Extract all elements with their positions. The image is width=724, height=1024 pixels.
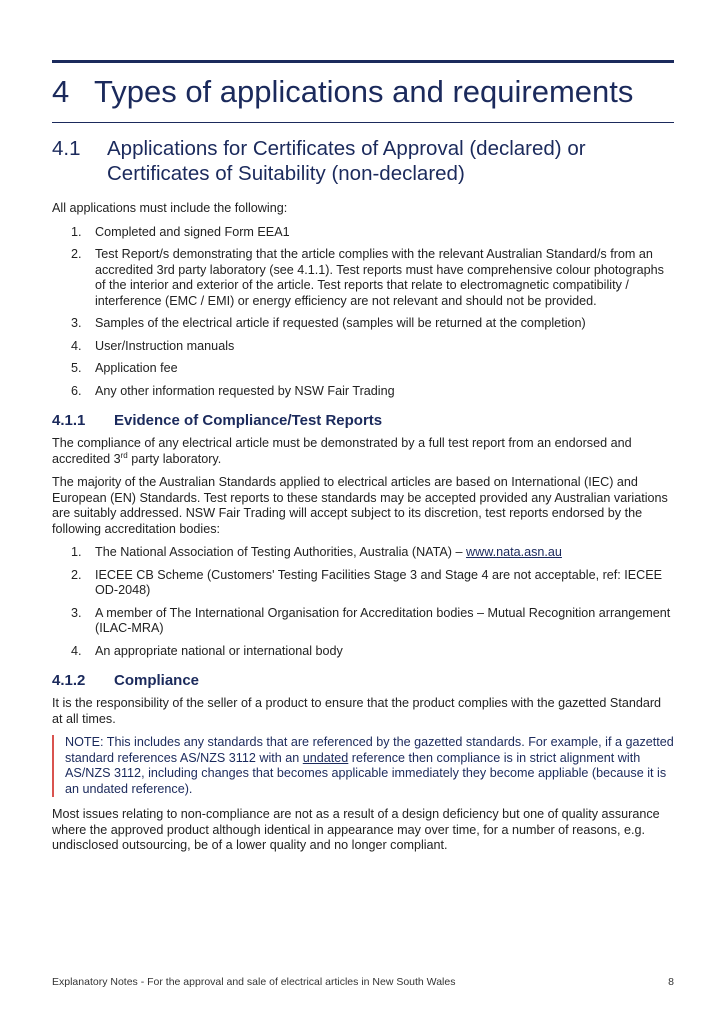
standards-text: The majority of the Australian Standards applied to electrical articles are based on International (IEC) and European (EN) Standards. Test reports to these standards may be accepted provided any Australian variations are suitably addressed. NSW Fair Trading will accept subject to its discretion, test reports endorsed by the following accreditation bodies: bbox=[52, 475, 668, 536]
list-item: 2. IECEE CB Scheme (Customers' Testing Facilities Stage 3 and Stage 4 are not acceptable, ref: IECEE OD-2048) bbox=[71, 567, 663, 597]
list-item: 1. The National Association of Testing Authorities, Australia (NATA) – www.nata.asn.au bbox=[71, 545, 562, 559]
page-number: 8 bbox=[668, 976, 674, 988]
section-heading-4-1-2 bbox=[52, 671, 674, 690]
list-item: 5. Application fee bbox=[71, 361, 178, 375]
heading-number: 4.1.1 bbox=[52, 412, 86, 429]
section-heading-4-1-1 bbox=[52, 411, 674, 430]
heading-number: 4.1.2 bbox=[52, 672, 86, 689]
main-content bbox=[52, 201, 674, 862]
nata-link[interactable]: www.nata.asn.au bbox=[466, 545, 562, 559]
compliance-evidence-text: The compliance of any electrical article must be demonstrated by a full test report from an endorsed and accredited 3rd party laboratory. bbox=[52, 436, 632, 466]
list-item: 3. Samples of the electrical article if requested (samples will be returned at the completion) bbox=[71, 316, 586, 330]
non-compliance-text: Most issues relating to non-compliance are not as a result of a design deficiency but one of quality assurance where the approved product although identical in appearance may over time, for a number of reasons, e.g. undisclosed outsourcing, be of a lower quality and no longer compliant. bbox=[52, 807, 660, 852]
list-item: 2. Test Report/s demonstrating that the article complies with the relevant Australian Standard/s from an accredited 3rd party laboratory (see 4.1.1). Test reports must have comprehensive colour photographs of the interior and exterior of the article. Test reports that relate to electromagnetic compatibility / interference (EMC / EMI) or energy efficiency are not relevant and should not be provided. bbox=[71, 247, 664, 308]
heading-rule bbox=[52, 122, 674, 123]
intro-text: All applications must include the following: bbox=[52, 201, 288, 215]
list-item: 3. A member of The International Organisation for Accreditation bodies – Mutual Recognition arrangement (ILAC-MRA) bbox=[71, 605, 671, 635]
list-item: 1. Completed and signed Form EEA1 bbox=[71, 224, 290, 239]
list-item: 4. An appropriate national or international body bbox=[71, 643, 343, 658]
requirements-list bbox=[52, 225, 674, 400]
page-footer bbox=[52, 976, 674, 988]
heading-title: Types of applications and requirements bbox=[94, 74, 634, 109]
footer-text: Explanatory Notes - For the approval and sale of electrical articles in New South Wales bbox=[52, 976, 456, 988]
heading-number: 4.1 bbox=[52, 137, 81, 160]
heading-title: Compliance bbox=[114, 672, 200, 689]
heading-number: 4 bbox=[52, 74, 70, 109]
document-page bbox=[52, 0, 674, 1024]
top-rule bbox=[52, 60, 674, 63]
accreditation-bodies-list bbox=[52, 545, 674, 659]
section-heading-4-1 bbox=[52, 136, 674, 186]
note-callout: NOTE: This includes any standards that are referenced by the gazetted standards. For example, if a gazetted standard references AS/NZS 3112 with an undated reference then compliance is in strict alignment with AS/NZS 3112, including changes that becomes applicable immediately they become appliable (because it is an undated reference). bbox=[52, 735, 674, 797]
heading-title: Applications for Certificates of Approval (declared) or Certificates of Suitability (non-declared) bbox=[107, 137, 586, 185]
list-item: 4. User/Instruction manuals bbox=[71, 338, 235, 353]
section-heading-4 bbox=[52, 72, 674, 112]
responsibility-text: It is the responsibility of the seller of a product to ensure that the product complies with the gazetted Standard at all times. bbox=[52, 696, 662, 726]
heading-title: Evidence of Compliance/Test Reports bbox=[114, 412, 383, 429]
list-item: 6. Any other information requested by NSW Fair Trading bbox=[71, 383, 395, 398]
